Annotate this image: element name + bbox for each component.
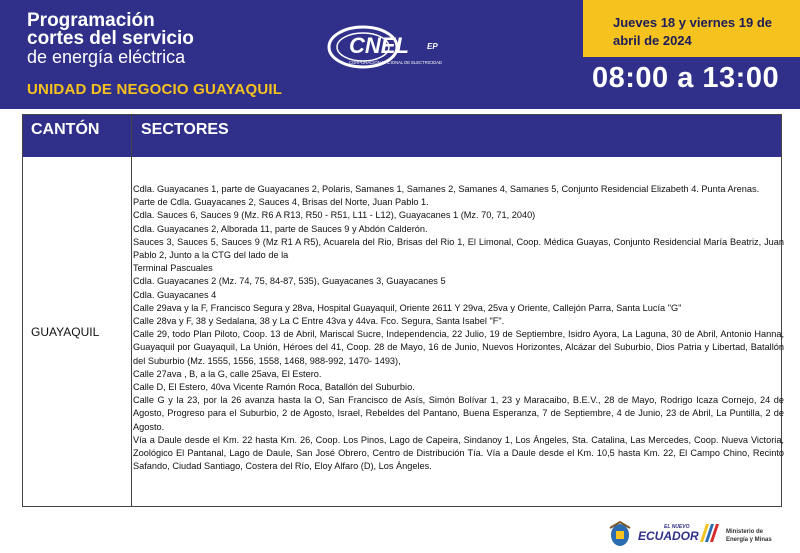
cnel-logo [327,22,477,72]
date-line-2: abril de 2024 [613,33,692,48]
sector-entry: Cdla. Guayacanes 4 [133,289,217,300]
logo-text: CNEL [349,33,409,58]
canton-cell: GUAYAQUIL [31,325,100,339]
ministry-line-2: Energía y Minas [726,537,772,543]
column-header-canton: CANTÓN [31,121,100,138]
logo-suffix: EP [427,42,438,51]
business-unit-label: UNIDAD DE NEGOCIO GUAYAQUIL [27,81,283,98]
title-line-3: de energía eléctrica [27,47,186,67]
brand-small-text: EL NUEVO [664,524,690,530]
sector-entry: Calle 28va y F, 38 y Sedalana, 38 y La C Entre 43va y 44va. Fco. Segura, Santa Isabel "F". [133,316,505,327]
sector-entry: Sauces 3, Sauces 5, Sauces 9 (Mz R1 A R5), Acuarela del Rio, Brisas del Rio 1, El Limonal, Coop. Médica Guayas, Conjunto Residencial María Beatriz, Juan Pablo 2, Junto a la CTG del lado de la [133,236,784,261]
sector-entry: Cdla. Guayacanes 2 (Mz. 74, 75, 84-87, 535), Guayacanes 3, Guayacanes 5 [133,276,446,287]
sector-entry: Terminal Pascuales [133,263,213,274]
sector-entry: Calle 27ava , B, a la G, calle 25ava, El Estero. [133,368,322,379]
table-header [23,115,781,157]
schedule-date [613,14,783,50]
sector-entry: Calle 29ava y la F, Francisco Segura y 28va, Hospital Guayaquil, Oriente 2611 Y 29va, 25va y Oriente, Callejón Parra, Santa Lucía "G" [133,302,682,313]
title-line-2: cortes del servicio [27,28,194,49]
sector-entry: Calle 29, todo Plan Piloto, Coop. 13 de Abril, Mariscal Sucre, Independencia, 22 Julio, 19 de Septiembre, Isidro Ayora, La Laguna, 30 de Abril, Antonio Hanna, Guayaquil por Guayaquil, La Unión, Héroes del 41, Coop. 28 de Mayo, 16 de Junio, Nuevos Horizontes, Alcázar del Suburbio, Dios Patria y Libertad, Batallón del Suburbio (Mz. 1555, 1556, 1558, 1468, 988-992, 1470- 1493), [133,329,784,366]
sector-entry: Cdla. Sauces 6, Sauces 9 (Mz. R6 A R13, R50 - R51, L11 - L12), Guayacanes 1 (Mz. 70, 71, 2040) [133,210,536,221]
ministry-line-1: Ministerio de [726,529,764,535]
coat-of-arms-icon [610,522,630,546]
logo-subtitle: CORPORACIÓN NACIONAL DE ELECTRICIDAD [349,60,442,65]
outage-table [22,114,782,507]
sector-entry: Vía a Daule desde el Km. 22 hasta Km. 26, Coop. Los Pinos, Lago de Capeira, Sindanoy 1, Los Ángeles, Sta. Catalina, Las Mercedes, Coop. Nueva Victoria, Zoológico El Pantanal, Lago de Daule, San José Obrero, Centro de Distribución Tía. Vía a Daule desde el Km. 10,5 hasta Km. 22, El Campo Chino, Recinto Safando, Ciudad Santiago, Costera del Río, Eloy Alfaro (D), Los Ángeles. [133,434,784,472]
schedule-time: 08:00 a 13:00 [592,62,780,94]
page-title [27,12,194,66]
brand-text: ECUADOR [638,529,699,543]
sector-entry: Calle G y la 23, por la 26 avanza hasta la O, San Francisco de Asís, Simón Bolívar 1, 23 y Maracaibo, B.E.V., 28 de Mayo, Rodrigo Icaza Cornejo, 24 de Agosto, Progreso para el Suburbio, 2 de Agosto, Israel, Rebeldes del Pantano, Buena Esperanza, 7 de Septiembre, 4 de Junio, 23 de Abril, La Puntilla, 2 de Agosto. [133,395,784,432]
sector-entry: Cdla. Guayacanes 2, Alborada 11, parte de Sauces 9 y Abdón Calderón. [133,223,428,234]
flag-stripes-icon [700,524,719,542]
sector-entry: Calle D, El Estero, 40va Vicente Ramón Roca, Batallón del Suburbio. [133,382,415,393]
ecuador-government-logo [608,520,798,548]
sector-entry: Parte de Cdla. Guayacanes 2, Sauces 4, Brisas del Norte, Juan Pablo 1. [133,197,429,208]
column-header-sectores: SECTORES [141,121,229,138]
date-line-1: Jueves 18 y viernes 19 de [613,15,773,30]
title-line-1: Programación [27,10,155,31]
sector-entry: Cdla. Guayacanes 1, parte de Guayacanes 2, Polaris, Samanes 1, Samanes 2, Samanes 4, Samanes 5, Conjunto Residencial Elizabeth 4. Punta Arenas. [133,184,760,194]
column-divider [131,115,132,506]
sectors-cell [133,183,784,473]
